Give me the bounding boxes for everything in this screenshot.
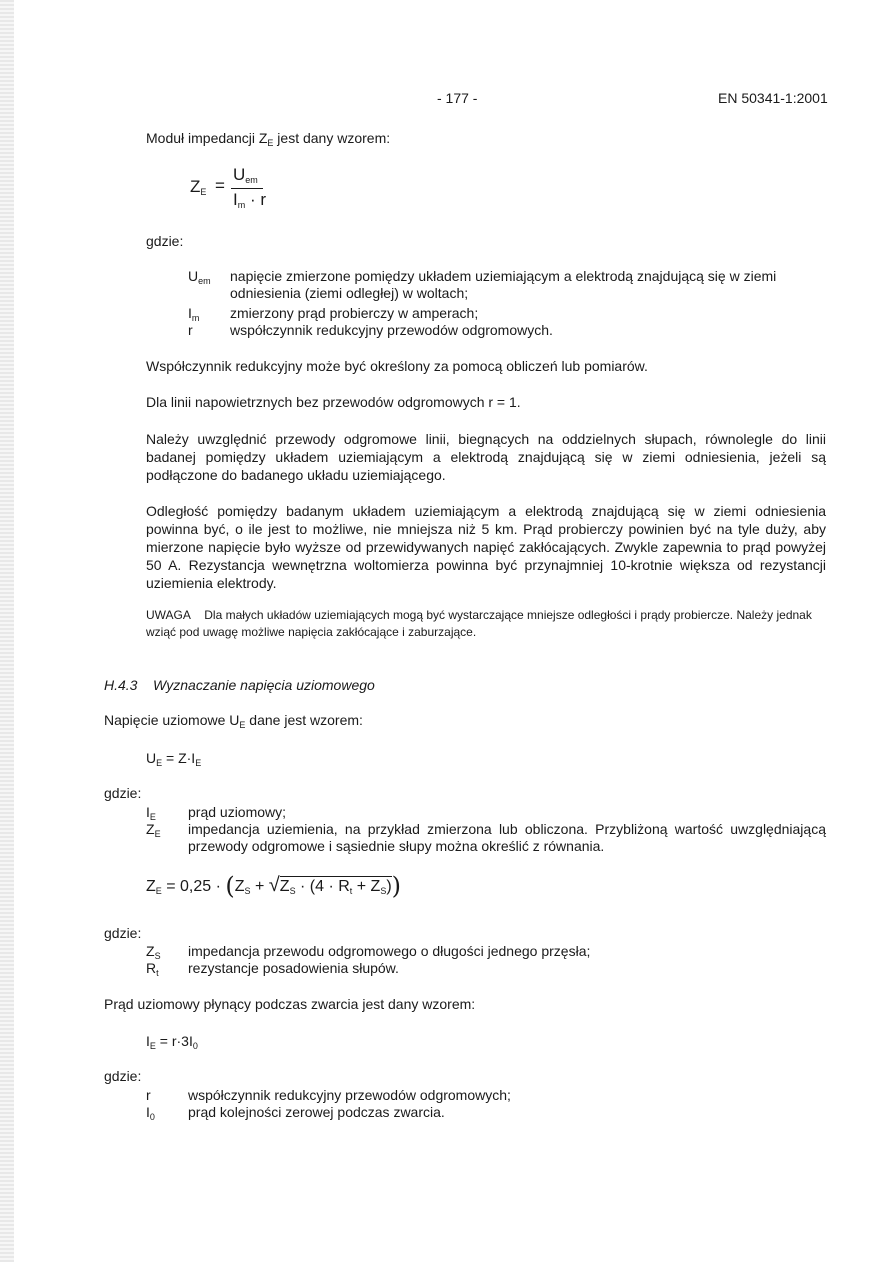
formula-earth-current: $I_E = r\cdot 3I_0$ bbox=[146, 1033, 198, 1051]
def-text: prąd uziomowy; bbox=[188, 804, 287, 820]
where-label-4: gdzie: bbox=[104, 1068, 142, 1084]
paragraph-fault-current: Prąd uziomowy płynący podczas zwarcia jest dany wzorem: bbox=[104, 996, 476, 1012]
paragraph-reduction: Współczynnik redukcyjny może być określony za pomocą obliczeń lub pomiarów. bbox=[146, 358, 648, 374]
def-symbol: $Z_S$ bbox=[146, 943, 161, 961]
def-text: impedancja uziemienia, na przykład zmierzona lub obliczona. Przybliżoną wartość uwzględniającą przewody odgromowe i sąsiednie słupy można określić z równania. bbox=[188, 821, 826, 854]
formula-impedance: $Z_E$ = $U_{em}$ $I_m \cdot r$ bbox=[190, 165, 267, 210]
def-text: współczynnik redukcyjny przewodów odgromowych. bbox=[230, 322, 553, 338]
def-symbol: $I_m$ bbox=[188, 305, 200, 323]
note-label: UWAGA bbox=[146, 608, 191, 622]
intro-impedance: Moduł impedancji $Z_E$ jest dany wzorem: bbox=[146, 130, 391, 148]
def-symbol: $U_{em}$ bbox=[188, 268, 211, 286]
note bbox=[146, 607, 826, 641]
note-text: Dla małych układów uziemiających mogą być wystarczające mniejsze odległości i prądy probiercze. Należy jednak wziąć pod uwagę możliwe napięcia zakłócające i zaburzające. bbox=[146, 608, 812, 639]
def-symbol: $Z_E$ bbox=[146, 821, 161, 839]
intro-earth-potential: Napięcie uziomowe $U_E$ dane jest wzorem: bbox=[104, 712, 363, 730]
def-text: współczynnik redukcyjny przewodów odgromowych; bbox=[188, 1087, 511, 1103]
def-text: rezystancje posadowienia słupów. bbox=[188, 960, 399, 976]
def-symbol: $I_0$ bbox=[146, 1104, 155, 1122]
def-symbol: $R_t$ bbox=[146, 960, 159, 978]
def-text: prąd kolejności zerowej podczas zwarcia. bbox=[188, 1104, 445, 1120]
scan-edge bbox=[0, 0, 14, 1262]
where-label-2: gdzie: bbox=[104, 785, 142, 801]
standard-id: EN 50341-1:2001 bbox=[718, 90, 828, 106]
paragraph-distance: Odległość pomiędzy badanym układem uziemiającym a elektrodą znajdującą się w ziemi odniesienia powinna być, o ile jest to możliwe, nie mniejsza niż 5 km. Prąd probierczy powinien być na tyle duży, aby mierzone napięcie było wyższe od przewidywanych napięć zakłócających. Zwykle zapewnia to prąd powyżej 50 A. Rezystancja wewnętrzna woltomierza powinna być przynajmniej 10-krotnie większa od rezystancji uziemienia elektrody. bbox=[146, 503, 826, 591]
paragraph-overhead: Dla linii napowietrznych bez przewodów odgromowych r = 1. bbox=[146, 394, 521, 410]
where-label-1: gdzie: bbox=[146, 233, 184, 249]
def-text: zmierzony prąd probierczy w amperach; bbox=[230, 305, 479, 321]
def-symbol: r bbox=[146, 1087, 151, 1103]
formula-earth-potential: $U_E = Z\cdot I_E$ bbox=[146, 750, 202, 768]
paragraph-earth-wires: Należy uwzględnić przewody odgromowe linii, biegnących na oddzielnych słupach, równolegle do linii badanej pomiędzy układem uziemiającym a elektrodą znajdującą się w ziemi odniesienia, jeżeli są podłączone do badanego układu uziemiającego. bbox=[146, 431, 826, 483]
where-label-3: gdzie: bbox=[104, 925, 142, 941]
formula-approx-impedance: $Z_E = 0,25 \cdot (Z_S + √Z_S \cdot (4 \cdot R_t + Z_S))$ bbox=[146, 872, 402, 900]
def-text: impedancja przewodu odgromowego o długości jednego przęsła; bbox=[188, 943, 591, 959]
def-symbol: $I_E$ bbox=[146, 804, 156, 822]
page-number: - 177 - bbox=[437, 90, 478, 106]
def-text: napięcie zmierzone pomiędzy układem uziemiającym a elektrodą znajdującą się w ziemi odniesienia (ziemi odległej) w woltach; bbox=[230, 268, 777, 301]
def-symbol: r bbox=[188, 322, 193, 338]
section-heading: H.4.3 Wyznaczanie napięcia uziomowego bbox=[104, 677, 375, 693]
